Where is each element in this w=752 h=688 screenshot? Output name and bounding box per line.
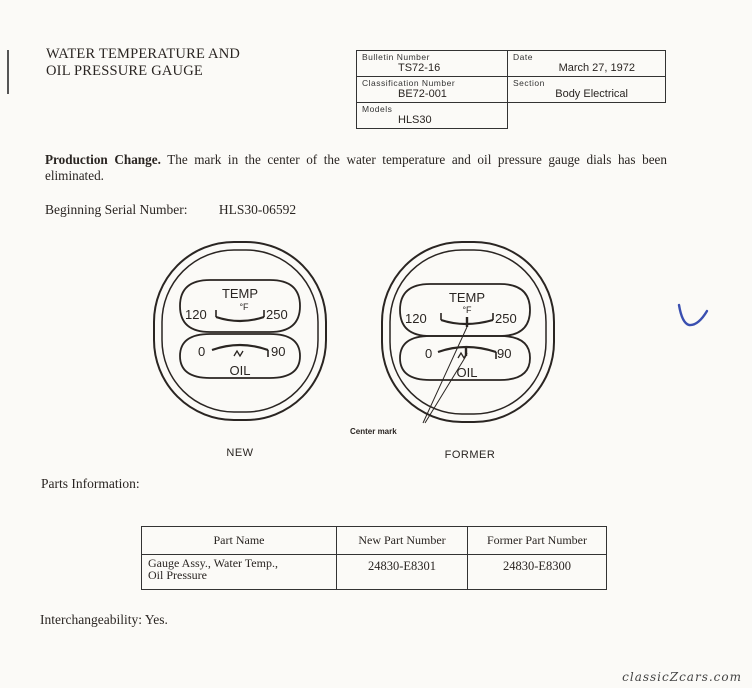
document-title	[46, 46, 240, 80]
former-oil-low: 0	[425, 346, 433, 361]
handwritten-check-mark	[676, 301, 712, 331]
former-oil-label: OIL	[456, 365, 478, 380]
part-name-line-1: Gauge Assy., Water Temp.,	[148, 556, 278, 570]
empty-cell	[508, 103, 666, 129]
former-gauge	[382, 242, 554, 423]
classification-label: Classification Number	[362, 78, 456, 88]
production-change-heading: Production Change.	[45, 152, 161, 167]
center-mark-callout: Center mark	[350, 427, 397, 436]
new-oil-high: 90	[271, 344, 286, 359]
production-change-text: The mark in the center of the water temperature and oil pressure gauge dials has been eliminated.	[45, 152, 667, 183]
header-part-name: Part Name	[142, 527, 337, 555]
header-former-part-number: Former Part Number	[468, 527, 607, 555]
parts-table	[141, 526, 607, 590]
new-caption: NEW	[226, 447, 254, 459]
binder-mark	[7, 50, 9, 94]
models-label: Models	[362, 104, 393, 114]
bulletin-info-table	[356, 50, 666, 129]
former-part-number-cell: 24830-E8300	[468, 555, 607, 590]
part-name-line-2: Oil Pressure	[148, 568, 207, 582]
date-cell	[508, 51, 666, 77]
parts-table-header	[142, 527, 607, 555]
header-new-part-number: New Part Number	[337, 527, 468, 555]
former-gauge-labels	[350, 290, 517, 436]
classification-value: BE72-001	[398, 88, 447, 100]
former-temp-low: 120	[405, 311, 427, 326]
footer-watermark: classicZcars.com	[622, 670, 742, 684]
serial-value: HLS30-06592	[218, 202, 297, 217]
bulletin-number: TS72-16	[398, 62, 441, 74]
table-row	[142, 555, 607, 590]
new-part-number-cell: 24830-E8301	[337, 555, 468, 590]
section-cell	[508, 77, 666, 103]
interchangeability-value: Yes.	[144, 612, 168, 627]
serial-number-line	[45, 202, 296, 218]
production-change-paragraph	[45, 152, 667, 184]
former-oil-high: 90	[497, 346, 512, 361]
models-value: HLS30	[398, 114, 432, 126]
former-temp-high: 250	[495, 311, 517, 326]
new-unit-label: °F	[239, 302, 249, 312]
new-temp-label: TEMP	[221, 286, 259, 301]
date-label: Date	[513, 52, 533, 62]
former-unit-label: °F	[462, 305, 472, 315]
section-value: Body Electrical	[555, 88, 628, 100]
interchangeability-line	[40, 612, 168, 628]
title-line-2: OIL PRESSURE GAUGE	[46, 63, 203, 79]
former-caption: FORMER	[444, 449, 496, 461]
bulletin-number-label: Bulletin Number	[362, 52, 430, 62]
interchangeability-label: Interchangeability:	[40, 612, 142, 627]
gauge-comparison-figure	[140, 228, 580, 468]
title-line-1: WATER TEMPERATURE AND	[46, 46, 241, 62]
new-gauge	[154, 242, 326, 420]
classification-cell	[357, 77, 508, 103]
serial-label: Beginning Serial Number:	[45, 202, 188, 217]
former-temp-label: TEMP	[448, 290, 486, 305]
parts-information-title: Parts Information:	[41, 476, 140, 491]
date-value: March 27, 1972	[558, 62, 635, 74]
models-cell	[357, 103, 508, 129]
new-oil-low: 0	[198, 344, 206, 359]
new-temp-high: 250	[266, 307, 288, 322]
section-label: Section	[513, 78, 545, 88]
new-temp-low: 120	[185, 307, 207, 322]
part-name-cell	[142, 555, 337, 590]
new-oil-label: OIL	[229, 363, 251, 378]
bulletin-number-cell	[357, 51, 508, 77]
